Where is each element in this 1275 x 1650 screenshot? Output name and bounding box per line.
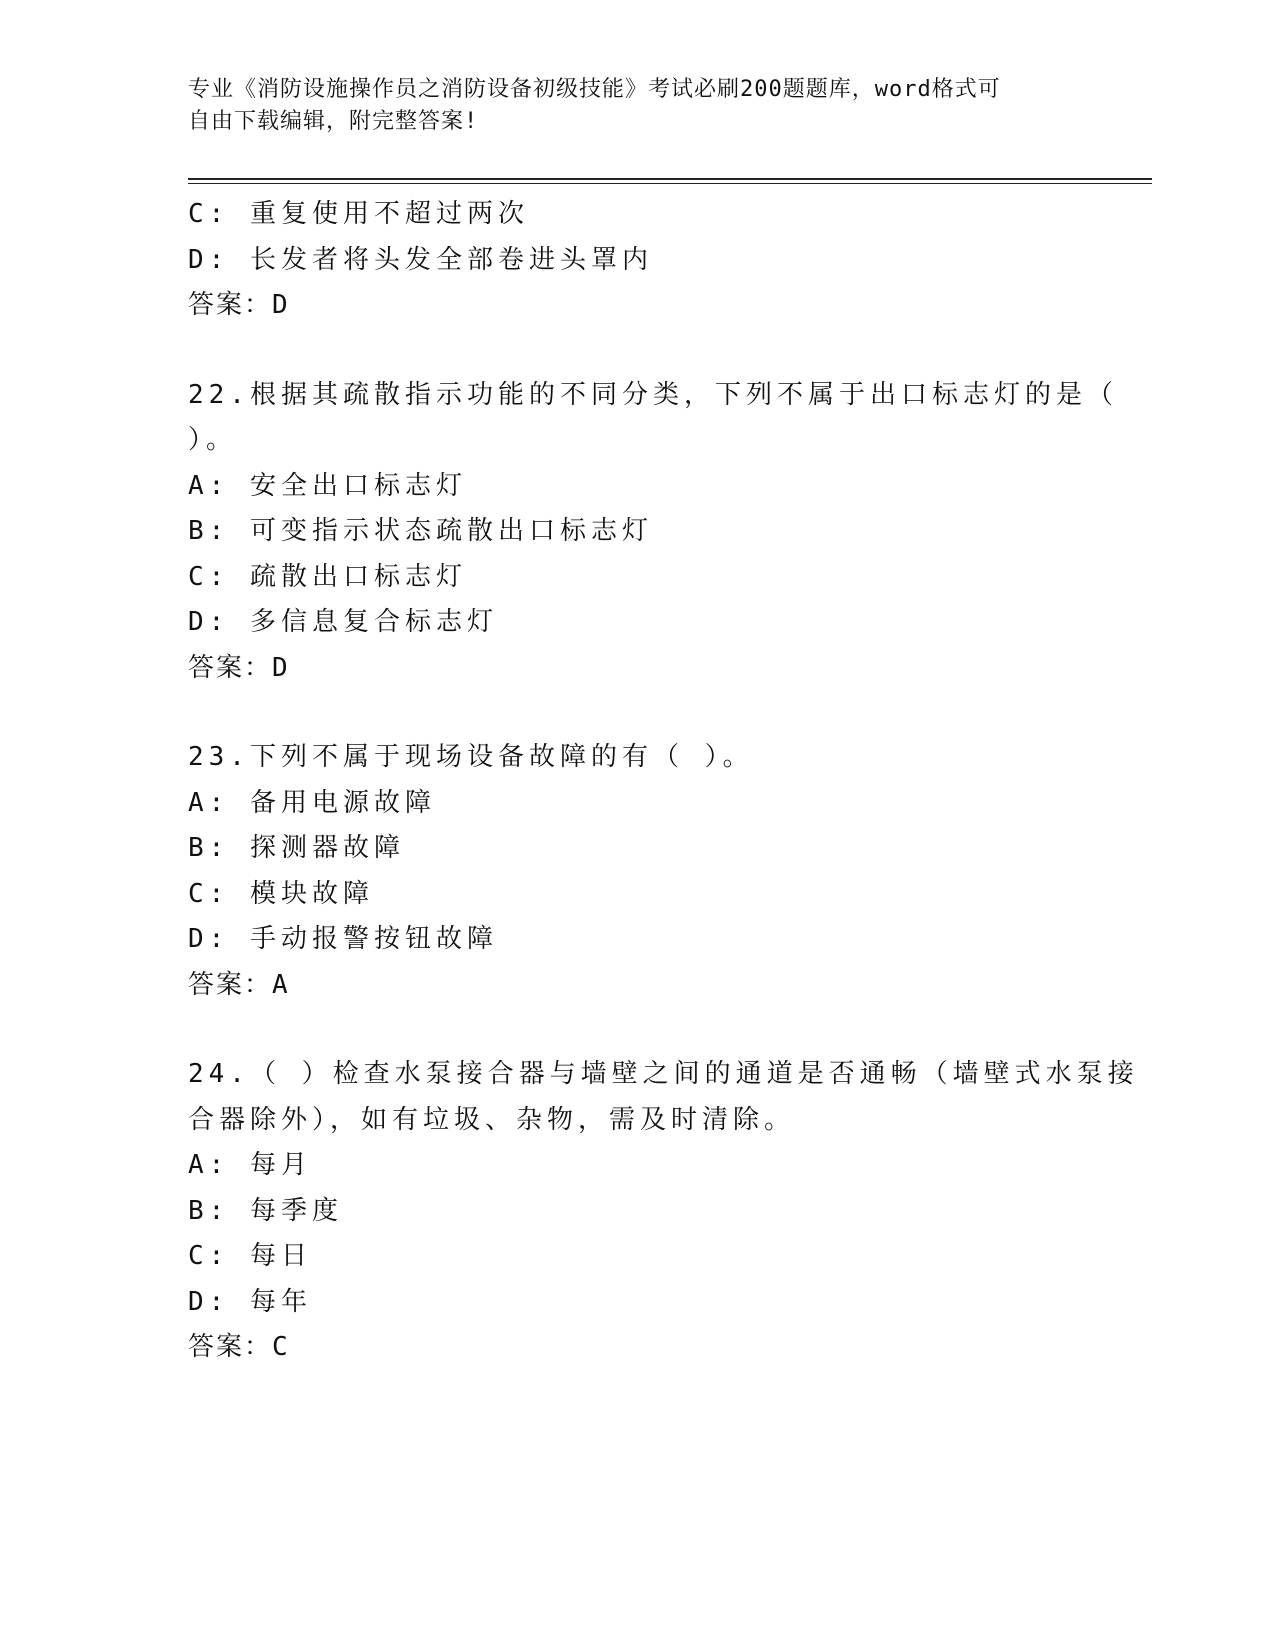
question-stem-line1: 24.（ ）检查水泵接合器与墙壁之间的通道是否通畅（墙壁式水泵接: [188, 1059, 1139, 1089]
spacer: [188, 329, 1088, 373]
question-stem-line1: 23.下列不属于现场设备故障的有（ ）。: [188, 742, 754, 772]
header-divider-thin: [188, 183, 1152, 184]
question-stem-line2: 合器除外），如有垃圾、杂物，需及时清除。: [188, 1104, 796, 1135]
option-d: D: 长发者将头发全部卷进头罩内: [188, 244, 653, 275]
option-c: C: 模块故障: [188, 878, 374, 909]
header-title-line2: 自由下载编辑，附完整答案!: [188, 109, 479, 134]
spacer: [188, 691, 1088, 735]
question-list: [188, 192, 1139, 1371]
answer-line: 答案：D: [188, 290, 290, 320]
answer-line: 答案：D: [188, 652, 290, 683]
question-24: [188, 1052, 1139, 1371]
option-c: C: 每日: [188, 1241, 312, 1271]
spacer: [188, 1008, 1088, 1052]
option-b: B: 可变指示状态疏散出口标志灯: [188, 516, 653, 546]
answer-line: 答案：A: [188, 969, 290, 1000]
option-b: B: 探测器故障: [188, 833, 405, 863]
option-c: C: 重复使用不超过两次: [188, 199, 529, 229]
option-a: A: 备用电源故障: [188, 787, 436, 818]
option-b: B: 每季度: [188, 1195, 343, 1226]
option-a: A: 每月: [188, 1150, 312, 1180]
question-stem-line2: ）。: [188, 425, 238, 455]
option-c: C: 疏散出口标志灯: [188, 561, 467, 592]
option-d: D: 手动报警按钮故障: [188, 924, 498, 954]
carryover-question: [188, 192, 1088, 329]
question-stem-line1: 22.根据其疏散指示功能的不同分类，下列不属于出口标志灯的是（: [188, 379, 1118, 410]
header-title-line1: 专业《消防设施操作员之消防设备初级技能》考试必刷200题题库，word格式可: [188, 77, 1001, 102]
document-header: [188, 74, 1068, 138]
question-23: [188, 735, 1088, 1008]
option-d: D: 多信息复合标志灯: [188, 607, 498, 637]
option-d: D: 每年: [188, 1286, 312, 1317]
answer-line: 答案：C: [188, 1332, 290, 1362]
header-divider-thick: [188, 178, 1152, 180]
question-22: [188, 373, 1118, 692]
option-a: A: 安全出口标志灯: [188, 470, 467, 501]
